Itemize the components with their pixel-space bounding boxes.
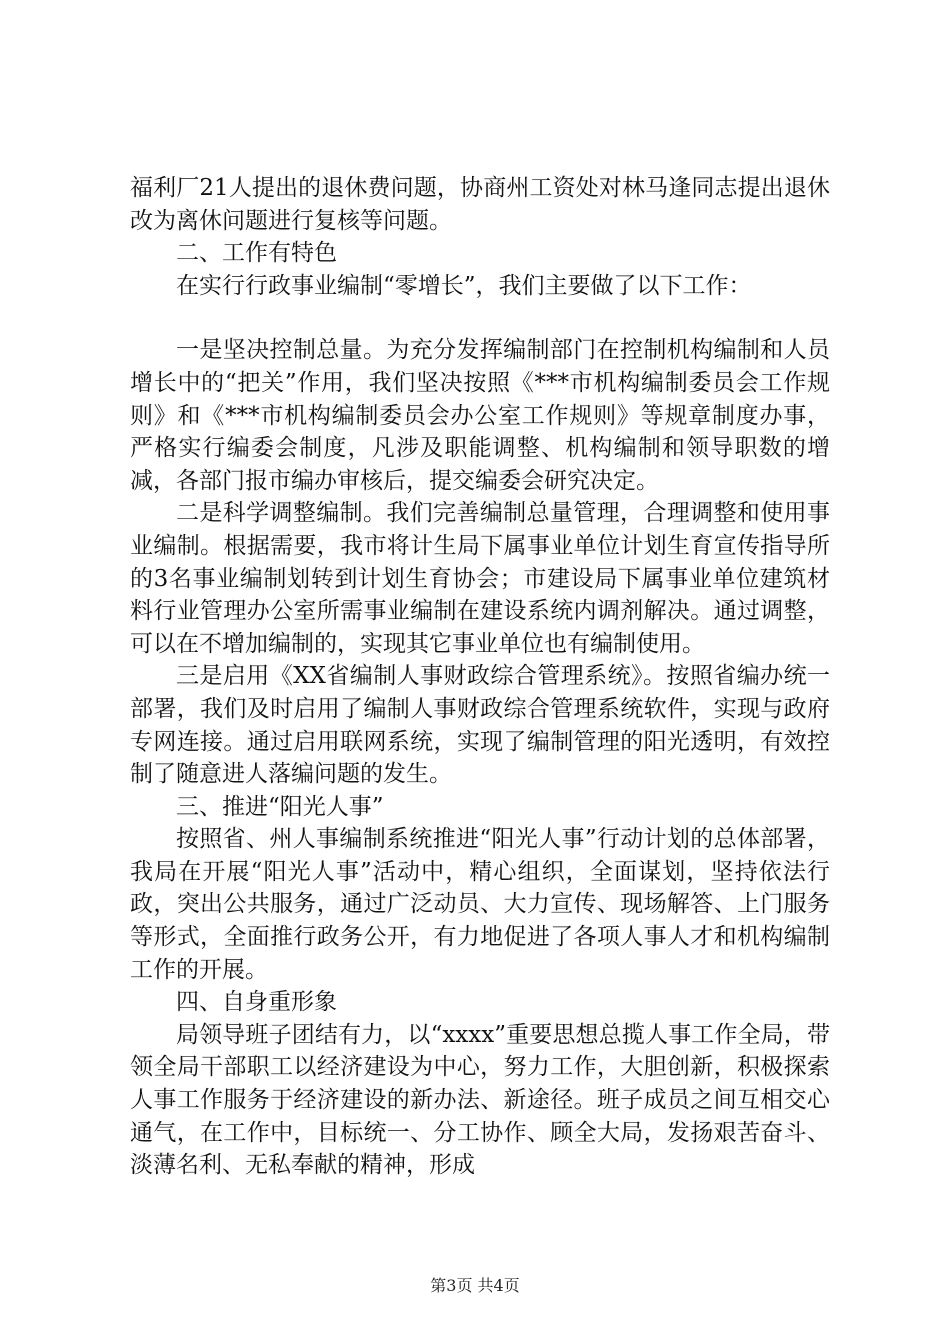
document-body bbox=[130, 172, 830, 1182]
page-number: 第3页 共4页 bbox=[430, 1276, 520, 1295]
paragraph-control-total: 一是坚决控制总量。为充分发挥编制部门在控制机构编制和人员增长中的“把关”作用，我们坚决按照《***市机构编制委员会工作规则》和《***市机构编制委员会办公室工作规则》等规章制度办事，严格实行编委会制度，凡涉及职能调整、机构编制和领导职数的增减，各部门报市编办审核后，提交编委会研究决定。 bbox=[130, 337, 830, 494]
paragraph-sunshine-hr: 按照省、州人事编制系统推进“阳光人事”行动计划的总体部署，我局在开展“阳光人事”活动中，精心组织，全面谋划，坚持依法行政，突出公共服务，通过广泛动员、大力宣传、现场解答、上门服务等形式，全面推行政务公开，有力地促进了各项人事人才和机构编制工作的开展。 bbox=[130, 826, 830, 983]
section-heading-3: 三、推进“阳光人事” bbox=[176, 793, 384, 820]
paragraph-leadership: 局领导班子团结有力，以“xxxx”重要思想总揽人事工作全局，带领全局干部职工以经济建设为中心，努力工作，大胆创新，积极探索人事工作服务于经济建设的新办法、新途径。班子成员之间互相交心通气，在工作中，目标统一、分工协作、顾全大局，发扬艰苦奋斗、淡薄名利、无私奉献的精神，形成 bbox=[130, 1021, 830, 1179]
section-heading-4: 四、自身重形象 bbox=[176, 989, 337, 1016]
page-footer bbox=[0, 1276, 950, 1296]
paragraph-continuation: 福利厂21人提出的退休费问题，协商州工资处对林马逢同志提出退休改为离休问题进行复核等问题。 bbox=[130, 175, 830, 234]
section-heading-2: 二、工作有特色 bbox=[176, 240, 337, 267]
paragraph-intro: 在实行行政事业编制“零增长”，我们主要做了以下工作： bbox=[176, 272, 752, 299]
paragraph-enable-system: 三是启用《XX省编制人事财政综合管理系统》。按照省编办统一部署，我们及时启用了编制人事财政综合管理系统软件，实现与政府专网连接。通过启用联网系统，实现了编制管理的阳光透明，有效控制了随意进人落编问题的发生。 bbox=[130, 663, 830, 788]
paragraph-adjust-staffing: 二是科学调整编制。我们完善编制总量管理，合理调整和使用事业编制。根据需要，我市将计生局下属事业单位计划生育宣传指导所的3名事业编制划转到计划生育协会；市建设局下属事业单位建筑材料行业管理办公室所需事业编制在建设系统内调剂解决。通过调整，可以在不增加编制的，实现其它事业单位也有编制使用。 bbox=[130, 500, 830, 657]
